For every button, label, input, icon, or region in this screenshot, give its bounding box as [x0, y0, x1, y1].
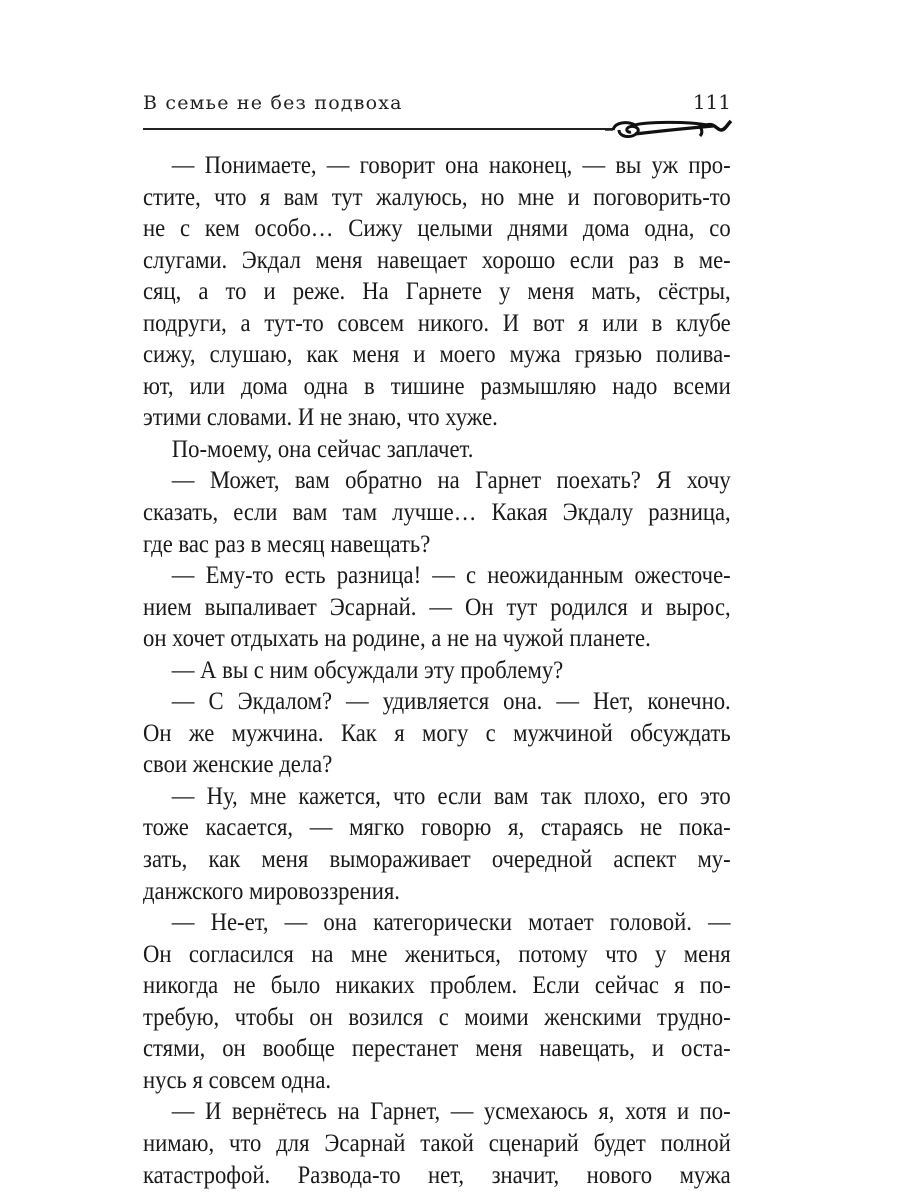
- scroll-flourish-icon: [605, 113, 735, 143]
- text-line: ют, или дома одна в тишине размышляю надо всеми: [143, 372, 731, 400]
- text-line: Он согласился на мне жениться, потому что у меня: [143, 940, 731, 968]
- text-line: — И вернётесь на Гарнет, — усмехаюсь я, хотя и по-: [171, 1098, 731, 1126]
- text-line: стями, он вообще перестанет меня навещать, и оста-: [143, 1035, 731, 1063]
- text-line: сказать, если вам там лучше… Какая Экдалу разница,: [143, 499, 731, 527]
- text-line: требую, чтобы он возился с моими женскими трудно-: [143, 1003, 731, 1031]
- text-line: слугами. Экдал меня навещает хорошо если раз в ме-: [143, 246, 731, 274]
- page-number: 111: [692, 90, 731, 114]
- text-line: — Может, вам обратно на Гарнет поехать? Я хочу: [171, 467, 731, 495]
- text-line: — Ему-то есть разница! — с неожиданным ожесточе-: [171, 562, 731, 590]
- text-line: катастрофой. Развода-то нет, значит, нового мужа: [143, 1161, 731, 1189]
- text-line: — А вы с ним обсуждали эту проблему?: [171, 656, 564, 684]
- text-line: он хочет отдыхать на родине, а не на чужой планете.: [143, 625, 651, 653]
- text-line: этими словами. И не знаю, что хуже.: [143, 404, 498, 432]
- body-text: [143, 150, 731, 1191]
- text-line: нием выпаливает Эсарнай. — Он тут родился и вырос,: [143, 593, 731, 621]
- text-line: Он же мужчина. Как я могу с мужчиной обсуждать: [143, 719, 731, 747]
- text-line: По-моему, она сейчас заплачет.: [171, 435, 474, 463]
- text-line: — Ну, мне кажется, что если вам так плохо, его это: [171, 782, 731, 810]
- text-line: нимаю, что для Эсарнай такой сценарий будет полной: [143, 1129, 731, 1157]
- header-rule: [143, 128, 613, 130]
- text-line: подруги, а тут-то совсем никого. И вот я или в клубе: [143, 309, 731, 337]
- text-line: где вас раз в месяц навещать?: [143, 530, 431, 558]
- running-title: В семье не без подвоха: [143, 92, 403, 114]
- text-line: тоже касается, — мягко говорю я, стараясь не пока-: [143, 814, 731, 842]
- text-line: свои женские дела?: [143, 751, 333, 779]
- text-line: зать, как меня вымораживает очередной аспект му-: [143, 846, 731, 874]
- text-line: стите, что я вам тут жалуюсь, но мне и поговорить-то: [143, 183, 731, 211]
- text-line: — Понимаете, — говорит она наконец, — вы уж про-: [171, 152, 731, 179]
- text-line: сижу, слушаю, как меня и моего мужа грязью полива-: [143, 341, 731, 369]
- text-line: никогда не было никаких проблем. Если сейчас я по-: [143, 972, 731, 1000]
- text-line: данжского мировоззрения.: [143, 877, 400, 905]
- text-line: не с кем особо… Сижу целыми днями дома одна, со: [143, 215, 731, 243]
- text-line: — С Экдалом? — удивляется она. — Нет, конечно.: [171, 688, 731, 716]
- text-line: нусь я совсем одна.: [143, 1066, 332, 1094]
- text-line: — Не-ет, — она категорически мотает головой. —: [171, 909, 731, 937]
- text-line: сяц, а то и реже. На Гарнете у меня мать, сёстры,: [143, 278, 731, 306]
